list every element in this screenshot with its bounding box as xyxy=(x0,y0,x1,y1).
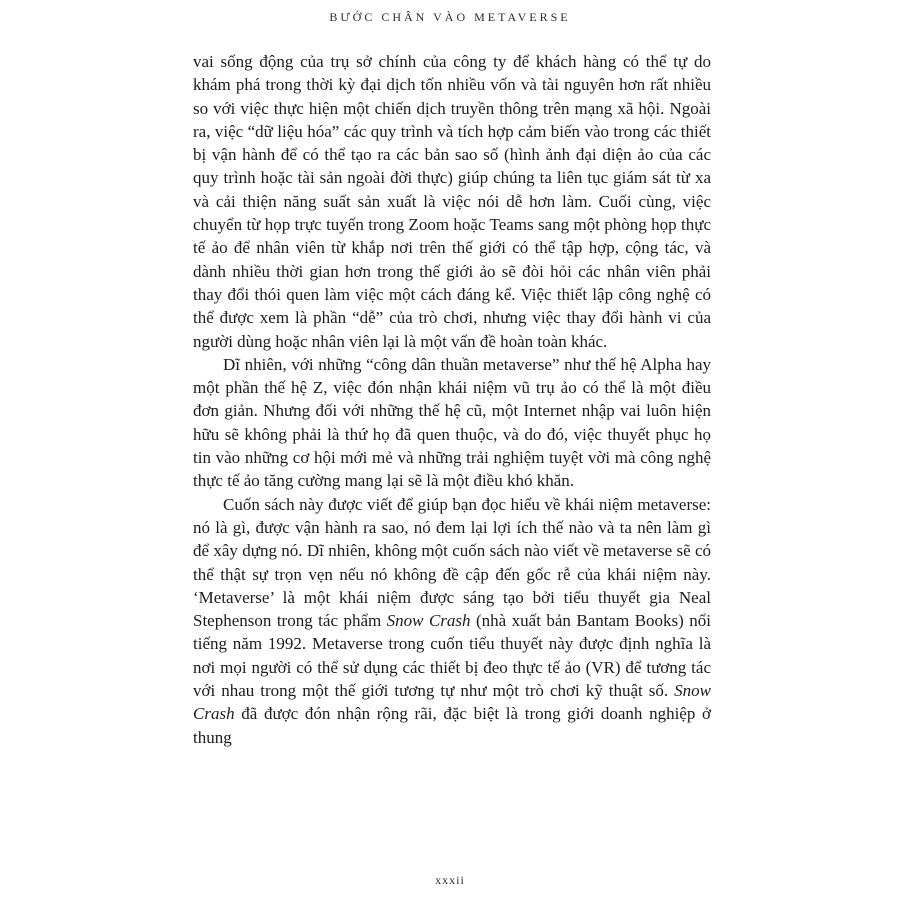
text-segment: vai sống động của trụ sở chính của công ty để khách hàng có thể tự do khám phá trong thời kỳ đại dịch tốn nhiều vốn và tài nguyên hơn rất nhiều so với việc thực hiện một chiến dịch truyền thông trên mạng xã hội. Ngoài ra, việc “dữ liệu hóa” các quy trình và tích hợp cảm biến vào trong các thiết bị vận hành để có thể tạo ra các bản sao số (hình ảnh đại diện ảo của các quy trình hoặc tài sản ngoài đời thực) giúp chúng ta liên tục giám sát từ xa và cải thiện năng suất sản xuất là việc nói dễ hơn làm. Cuối cùng, việc chuyển từ họp trực tuyến trong Zoom hoặc Teams sang một phòng họp thực tế ảo để nhân viên từ khắp nơi trên thế giới có thể tập hợp, cộng tác, và dành nhiều thời gian hơn trong thế giới ảo sẽ đòi hỏi các nhân viên phải thay đổi thói quen làm việc một cách đáng kể. Việc thiết lập công nghệ có thể được xem là phần “dễ” của trò chơi, nhưng việc thay đổi hành vi của người dùng hoặc nhân viên lại là một vấn đề hoàn toàn khác. xyxy=(193,52,711,351)
text-segment: Dĩ nhiên, với những “công dân thuần metaverse” như thế hệ Alpha hay một phần thế hệ Z, việc đón nhận khái niệm vũ trụ ảo có thể là một điều đơn giản. Nhưng đối với những thế hệ cũ, một Internet nhập vai luôn hiện hữu sẽ không phải là thứ họ đã quen thuộc, và do đó, việc thuyết phục họ tin vào những cơ hội mới mẻ và những trải nghiệm tuyệt vời mà công nghệ thực tế ảo tăng cường mang lại sẽ là một điều khó khăn. xyxy=(193,354,711,491)
text-segment: Cuốn sách này được viết để giúp bạn đọc hiểu về khái niệm metaverse: nó là gì, được vận hành ra sao, nó đem lại lợi ích thế nào và ta nên làm gì để xây dựng nó. Dĩ nhiên, không một cuốn sách nào viết về metaverse sẽ có thể thật sự trọn vẹn nếu nó không đề cập đến gốc rễ của khái niệm này. ‘Metaverse’ là một khái niệm được sáng tạo bởi tiểu thuyết gia Neal Stephenson trong tác phẩm xyxy=(193,494,711,631)
running-header: BƯỚC CHÂN VÀO METAVERSE xyxy=(329,10,571,24)
paragraph xyxy=(193,50,711,353)
page-number: xxxii xyxy=(435,873,465,887)
italic-text-segment: Snow Crash xyxy=(193,681,711,724)
paragraph xyxy=(193,493,711,749)
text-segment: (nhà xuất bản Bantam Books) nổi tiếng năm 1992. Metaverse trong cuốn tiểu thuyết này được định nghĩa là nơi mọi người có thể sử dụng các thiết bị đeo thực tế ảo (VR) để tương tác với nhau trong một thế giới tương tự như một trò chơi kỹ thuật số. xyxy=(193,611,711,701)
text-segment: đã được đón nhận rộng rãi, đặc biệt là trong giới doanh nghiệp ở thung xyxy=(193,704,711,747)
italic-text-segment: Snow Crash xyxy=(386,611,471,631)
page-body xyxy=(193,50,711,749)
paragraph xyxy=(193,353,711,493)
